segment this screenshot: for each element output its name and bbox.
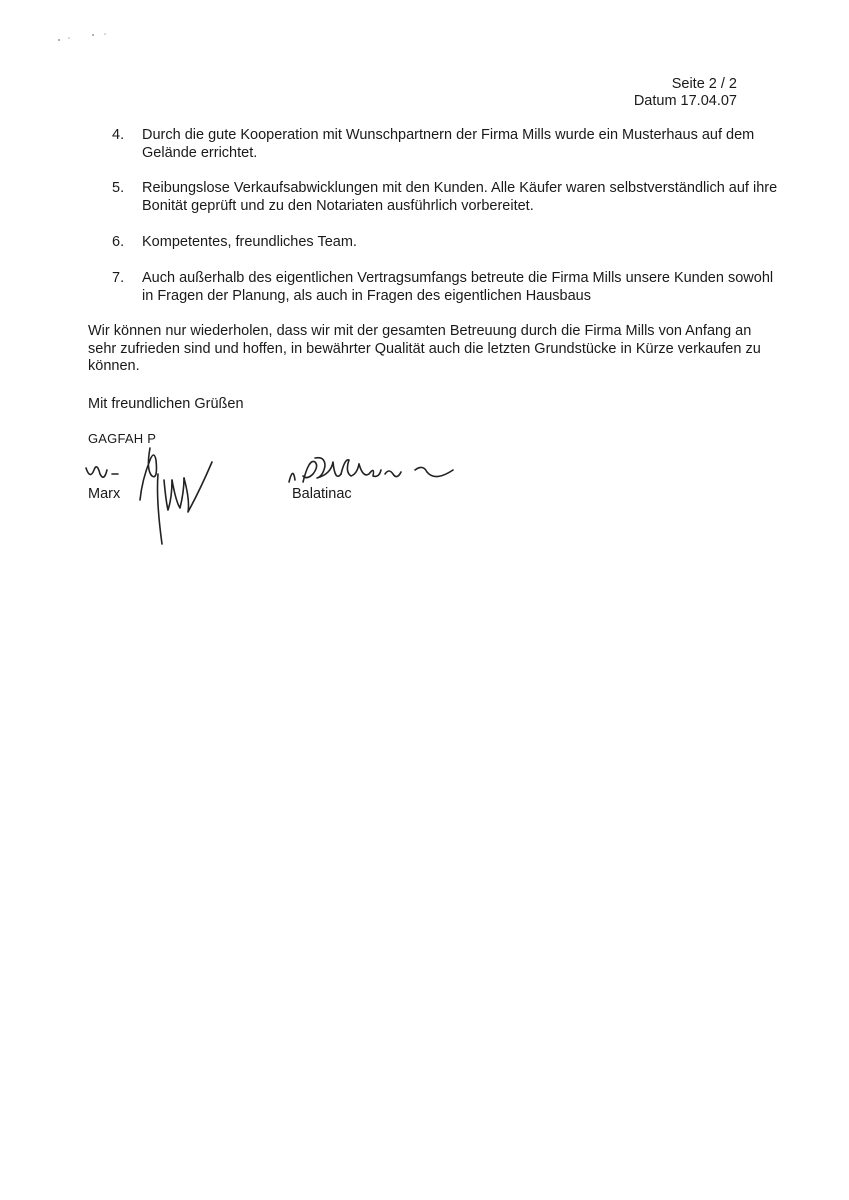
scan-specks	[55, 30, 115, 50]
body-paragraph: Wir können nur wiederholen, dass wir mit der gesamten Betreuung durch die Firma Mills von Anfang an sehr zufrieden sind und hoffen, in bewährter Qualität auch die letzten Grundstücke in Kürze verkaufen zu können.	[88, 323, 761, 374]
list-item-text: Reibungslose Verkaufsabwicklungen mit den Kunden. Alle Käufer waren selbstverständlich auf ihre Bonität geprüft und zu den Notariaten ausführlich vorbereitet.	[142, 180, 778, 214]
signatory-left-name: Marx	[88, 486, 121, 502]
signatory-right-name: Balatinac	[292, 486, 352, 502]
list-item	[100, 270, 780, 305]
list-item-number: 4.	[112, 127, 125, 143]
list-item	[100, 180, 780, 215]
list-item-number: 5.	[112, 180, 125, 196]
list-item	[100, 127, 780, 162]
list-item-text: Durch die gute Kooperation mit Wunschpartnern der Firma Mills wurde ein Musterhaus auf dem Gelände errichtet.	[142, 127, 755, 161]
page-header	[634, 76, 737, 110]
list-item-number: 7.	[112, 270, 125, 286]
list-item-text: Auch außerhalb des eigentlichen Vertragsumfangs betreute die Firma Mills unsere Kunden sowohl in Fragen der Planung, als auch in Fragen des eigentlichen Hausbaus	[142, 270, 774, 304]
letter-date: Datum 17.04.07	[633, 93, 737, 109]
list-item-text: Kompetentes, freundliches Team.	[142, 234, 357, 250]
page-number: Seite 2 / 2	[671, 76, 737, 92]
list-item-number: 6.	[112, 234, 125, 250]
closing-salutation: Mit freundlichen Grüßen	[88, 396, 244, 412]
list-item	[100, 234, 780, 252]
company-name: GAGFAH P	[88, 431, 157, 446]
